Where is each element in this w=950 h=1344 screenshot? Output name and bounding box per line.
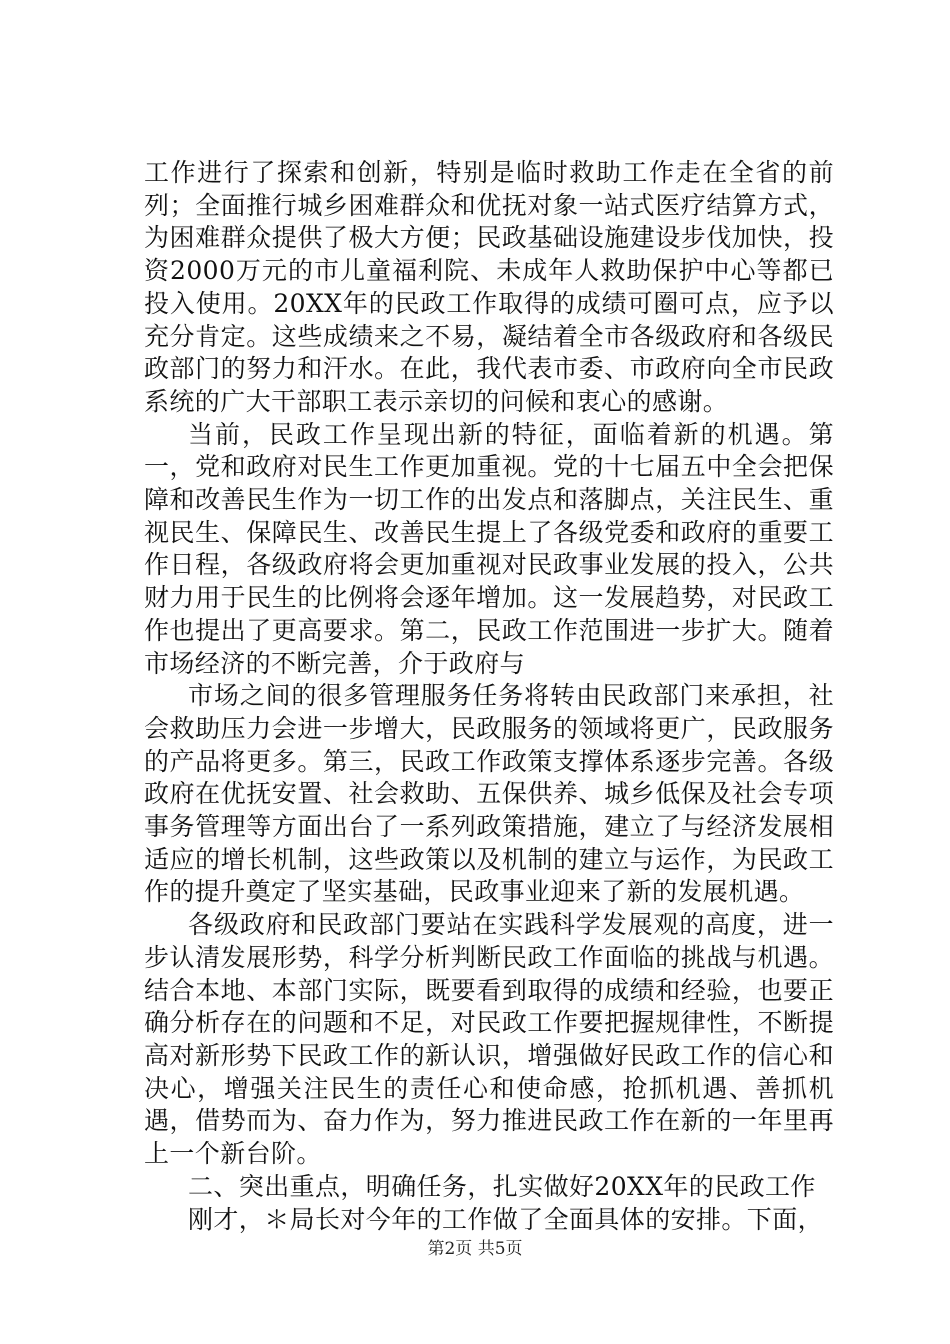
page-number: 第2页 共5页 [427,1239,523,1259]
paragraph: 刚才，＊局长对今年的工作做了全面具体的安排。下面， [188,1204,824,1234]
paragraph: 工作进行了探索和创新，特别是临时救助工作走在全省的前列；全面推行城乡困难群众和优抚对象一站式医疗结算方式，为困难群众提供了极大方便；民政基础设施建设步伐加快，投资2000万元的市儿童福利院、未成年人救助保护中心等都已投入使用。20XX年的民政工作取得的成绩可圈可点，应予以充分肯定。这些成绩来之不易，凝结着全市各级政府和各级民政部门的努力和汗水。在此，我代表市委、市政府向全市民政系统的广大干部职工表示亲切的问候和衷心的感谢。 [144,158,834,416]
paragraph: 当前，民政工作呈现出新的特征，面临着新的机遇。第一，党和政府对民生工作更加重视。党的十七届五中全会把保障和改善民生作为一切工作的出发点和落脚点，关注民生、重视民生、保障民生、改善民生提上了各级党委和政府的重要工作日程，各级政府将会更加重视对民政事业发展的投入，公共财力用于民生的比例将会逐年增加。这一发展趋势，对民政工作也提出了更高要求。第二，民政工作范围进一步扩大。随着市场经济的不断完善，介于政府与 [144,419,834,678]
section-heading: 二、突出重点，明确任务，扎实做好20XX年的民政工作 [188,1171,816,1201]
document-body [144,157,834,1236]
page-footer [0,1234,950,1259]
paragraph: 各级政府和民政部门要站在实践科学发展观的高度，进一步认清发展形势，科学分析判断民政工作面临的挑战与机遇。结合本地、本部门实际，既要看到取得的成绩和经验，也要正确分析存在的问题和不足，对民政工作要把握规律性，不断提高对新形势下民政工作的新认识，增强做好民政工作的信心和决心，增强关注民生的责任心和使命感，抢抓机遇、善抓机遇，借势而为、奋力作为，努力推进民政工作在新的一年里再上一个新台阶。 [144,910,834,1169]
paragraph: 市场之间的很多管理服务任务将转由民政部门来承担，社会救助压力会进一步增大，民政服务的领域将更广，民政服务的产品将更多。第三，民政工作政策支撑体系逐步完善。各级政府在优抚安置、社会救助、五保供养、城乡低保及社会专项事务管理等方面出台了一系列政策措施，建立了与经济发展相适应的增长机制，这些政策以及机制的建立与运作，为民政工作的提升奠定了坚实基础，民政事业迎来了新的发展机遇。 [144,681,834,907]
